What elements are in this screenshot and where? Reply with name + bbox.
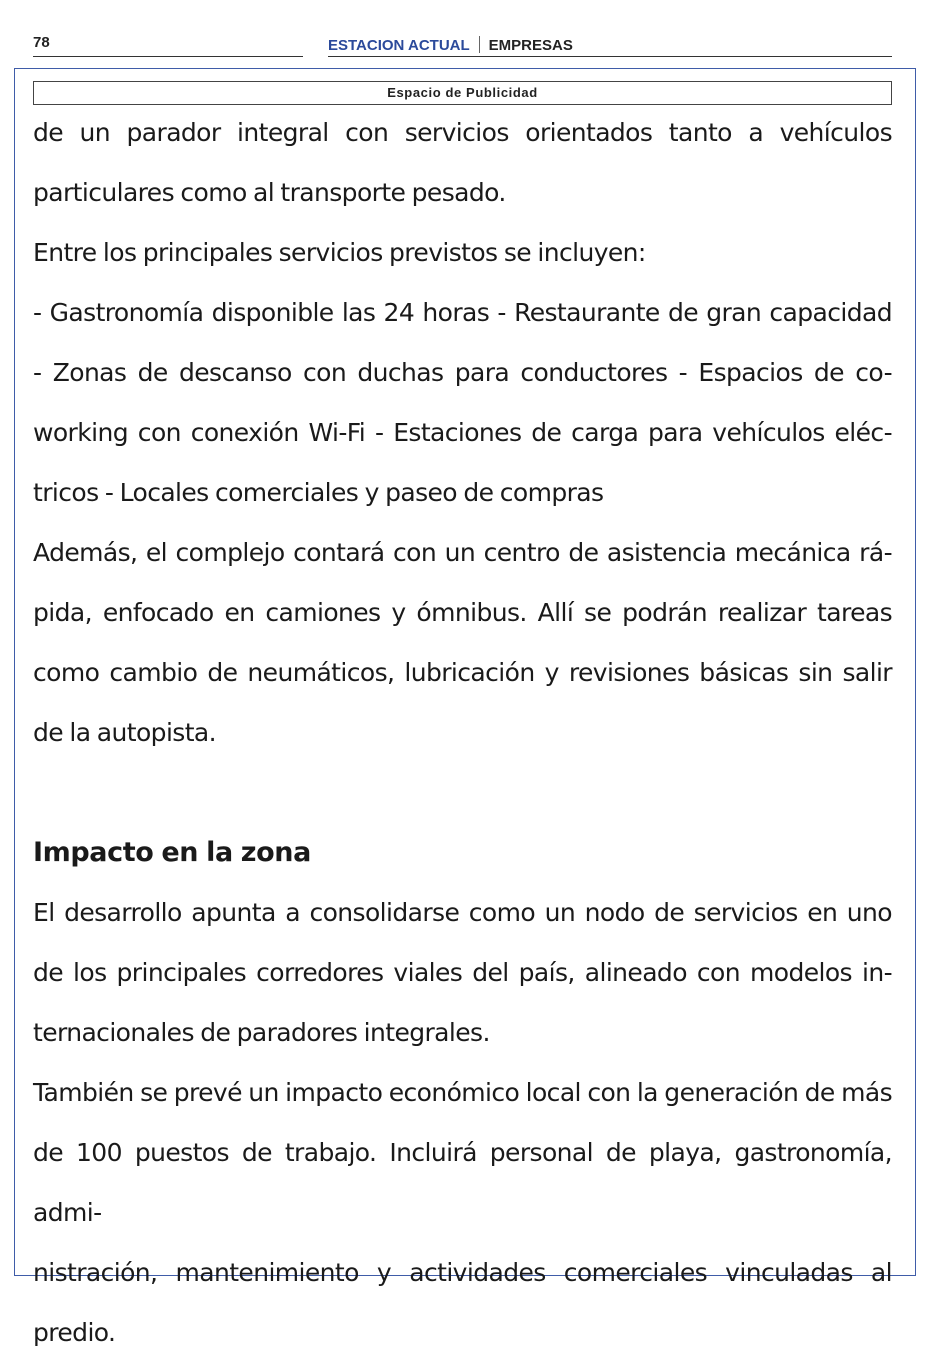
list-line: - Gastronomía disponible las 24 horas - Restaurante de gran capacidad: [33, 298, 892, 327]
running-header: [328, 36, 573, 54]
body-line: Además, el complejo contará con un centro de asistencia mecánica rá-: [33, 538, 892, 567]
section-category: EMPRESAS: [488, 37, 573, 54]
section-heading: Impacto en la zona: [33, 837, 311, 868]
body-line: particulares como al transporte pesado.: [33, 178, 506, 207]
body-line: de la autopista.: [33, 718, 216, 747]
list-line: working con conexión Wi-Fi - Estaciones de carga para vehículos eléc-: [33, 418, 892, 447]
body-line: Entre los principales servicios previstos se incluyen:: [33, 238, 646, 267]
ad-space-label: Espacio de Publicidad: [33, 81, 892, 105]
section-name: ESTACION ACTUAL: [328, 37, 470, 54]
body-line: ternacionales de paradores integrales.: [33, 1018, 490, 1047]
body-line: nistración, mantenimiento y actividades comerciales vinculadas al predio.: [33, 1258, 892, 1347]
header-separator: [479, 36, 480, 53]
header-rule-left: [33, 56, 303, 57]
body-line: como cambio de neumáticos, lubricación y revisiones básicas sin salir: [33, 658, 892, 687]
body-line: de 100 puestos de trabajo. Incluirá personal de playa, gastronomía, admi-: [33, 1138, 892, 1227]
body-line: El desarrollo apunta a consolidarse como un nodo de servicios en uno: [33, 898, 892, 927]
list-line: - Zonas de descanso con duchas para conductores - Espacios de co-: [33, 358, 892, 387]
paragraph-spacer: [33, 763, 892, 823]
body-line: de un parador integral con servicios orientados tanto a vehículos: [33, 118, 892, 147]
article-body: [33, 103, 892, 1363]
list-line: tricos - Locales comerciales y paseo de compras: [33, 478, 604, 507]
page-number: 78: [33, 34, 50, 51]
body-line: pida, enfocado en camiones y ómnibus. Allí se podrán realizar tareas: [33, 598, 892, 627]
body-line: También se prevé un impacto económico local con la generación de más: [33, 1078, 892, 1107]
header-rule-right: [328, 56, 892, 57]
body-line: de los principales corredores viales del país, alineado con modelos in-: [33, 958, 892, 987]
